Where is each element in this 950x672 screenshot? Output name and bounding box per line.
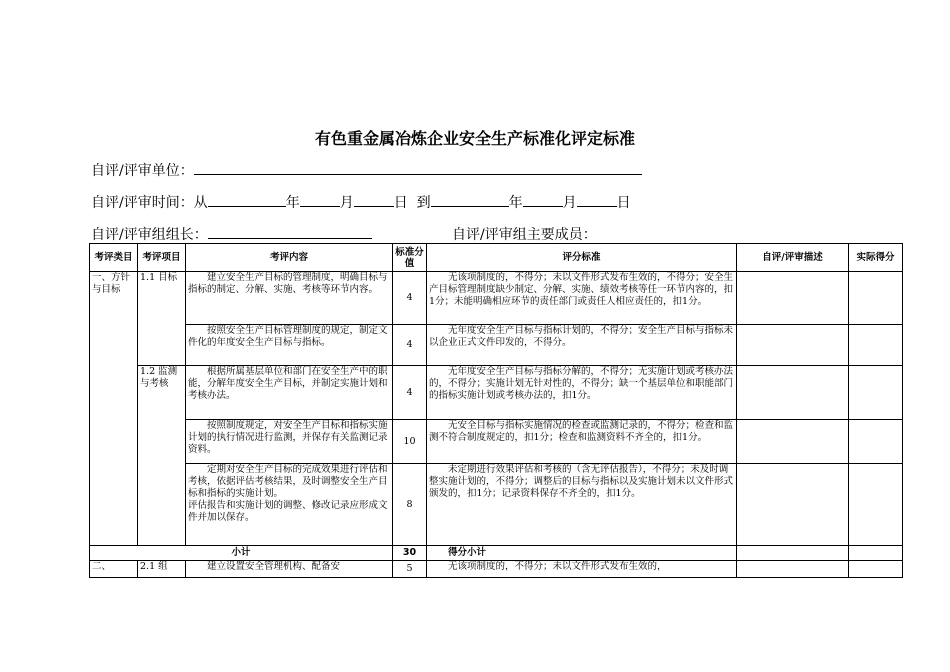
desc-cell[interactable] xyxy=(737,420,849,464)
desc-cell[interactable] xyxy=(737,325,849,366)
header-criteria: 评分标准 xyxy=(427,244,737,272)
start-month-blank[interactable] xyxy=(300,192,340,207)
header-desc: 自评/评审描述 xyxy=(737,244,849,272)
subtotal-criteria-label: 得分小计 xyxy=(427,546,737,561)
content-cell: 根据所属基层单位和部门在安全生产中的职能，分解年度安全生产目标，并制定实施计划和考核办法。 xyxy=(186,366,393,420)
unit-line xyxy=(91,160,642,180)
header-item: 考评项目 xyxy=(138,244,186,272)
header-score: 标准分值 xyxy=(393,244,427,272)
desc-cell[interactable] xyxy=(737,561,849,578)
day-label: 日 xyxy=(393,195,408,211)
leader-blank[interactable] xyxy=(208,224,372,239)
actual-cell[interactable] xyxy=(849,272,903,325)
score-cell: 8 xyxy=(393,464,427,546)
desc-cell[interactable] xyxy=(737,366,849,420)
desc-cell[interactable] xyxy=(737,464,849,546)
table-row xyxy=(90,420,903,464)
leader-label: 自评/评审组组长： xyxy=(91,227,208,243)
month-label: 月 xyxy=(339,195,354,211)
criteria-cell: 无年度安全生产目标与指标分解的，不得分；无实施计划或考核办法的，不得分；实施计划无针对性的，不得分；缺一个基层单位和职能部门的指标实施计划或考核办法的，扣1分。 xyxy=(427,366,737,420)
year-label-2: 年 xyxy=(508,195,523,211)
criteria-cell: 无该项制度的，不得分；未以文件形式发布生效的， xyxy=(427,561,737,578)
item-cell: 1.1 目标 xyxy=(138,272,186,366)
content-cell: 按照安全生产目标管理制度的规定，制定文件化的年度安全生产目标与指标。 xyxy=(186,325,393,366)
header-content: 考评内容 xyxy=(186,244,393,272)
category-cell: 二、 xyxy=(90,561,138,578)
table-row xyxy=(90,464,903,546)
item-cell: 2.1 组 xyxy=(138,561,186,578)
time-line xyxy=(91,192,631,212)
members-line xyxy=(452,224,597,244)
subtotal-actual-cell[interactable] xyxy=(849,546,903,561)
score-cell: 4 xyxy=(393,366,427,420)
header-category: 考评类目 xyxy=(90,244,138,272)
subtotal-score: 30 xyxy=(393,546,427,561)
unit-blank[interactable] xyxy=(194,160,642,175)
content-cell: 按照制度规定，对安全生产目标和指标实施计划的执行情况进行监测，并保存有关监测记录资料。 xyxy=(186,420,393,464)
month-label-2: 月 xyxy=(562,195,577,211)
actual-cell[interactable] xyxy=(849,325,903,366)
score-cell: 4 xyxy=(393,325,427,366)
content-cell xyxy=(186,464,393,546)
table-row xyxy=(90,366,903,420)
start-year-blank[interactable] xyxy=(208,192,286,207)
actual-cell[interactable] xyxy=(849,366,903,420)
subtotal-row xyxy=(90,546,903,561)
members-label: 自评/评审组主要成员： xyxy=(452,227,597,243)
score-cell: 5 xyxy=(393,561,427,578)
actual-cell[interactable] xyxy=(849,420,903,464)
to-label: 到 xyxy=(416,195,431,211)
page-title: 有色重金属冶炼企业安全生产标准化评定标准 xyxy=(314,129,635,148)
time-label: 自评/评审时间：从 xyxy=(91,195,208,211)
header-actual: 实际得分 xyxy=(849,244,903,272)
subtotal-label: 小计 xyxy=(90,546,393,561)
desc-cell[interactable] xyxy=(737,272,849,325)
header-row xyxy=(90,244,903,272)
day-label-2: 日 xyxy=(616,195,631,211)
end-month-blank[interactable] xyxy=(523,192,563,207)
table-row xyxy=(90,325,903,366)
year-label: 年 xyxy=(285,195,300,211)
unit-label: 自评/评审单位： xyxy=(91,163,194,179)
table-row xyxy=(90,561,903,578)
criteria-cell: 未定期进行效果评估和考核的（含无评估报告），不得分；未及时调整实施计划的，不得分；调整后的目标与指标以及实施计划未以文件形式颁发的，扣1分；记录资料保存不齐全的，扣1分。 xyxy=(427,464,737,546)
score-cell: 4 xyxy=(393,272,427,325)
end-day-blank[interactable] xyxy=(577,192,617,207)
actual-cell[interactable] xyxy=(849,464,903,546)
category-cell: 一、方针与目标 xyxy=(90,272,138,546)
leader-line xyxy=(91,224,372,244)
criteria-cell: 无安全目标与指标实施情况的检查或监测记录的，不得分；检查和监测不符合制度规定的，扣1分；检查和监测资料不齐全的，扣1分。 xyxy=(427,420,737,464)
score-cell: 10 xyxy=(393,420,427,464)
content-cell: 建立设置安全管理机构、配备安 xyxy=(186,561,393,578)
actual-cell[interactable] xyxy=(849,561,903,578)
start-day-blank[interactable] xyxy=(354,192,394,207)
content-text: 定期对安全生产目标的完成效果进行评估和考核，依据评估考核结果，及时调整安全生产目标和指标的实施计划。 xyxy=(188,464,388,499)
criteria-cell: 无该项制度的，不得分；未以文件形式发布生效的，不得分；安全生产目标管理制度缺少制定、分解、实施、绩效考核等任一环节内容的，扣1分；未能明确相应环节的责任部门或责任人相应责任的，扣1分。 xyxy=(427,272,737,325)
content-cell: 建立安全生产目标的管理制度，明确目标与指标的制定、分解、实施、考核等环节内容。 xyxy=(186,272,393,325)
criteria-cell: 无年度安全生产目标与指标计划的，不得分；安全生产目标与指标未以企业正式文件印发的，不得分。 xyxy=(427,325,737,366)
subtotal-desc-cell[interactable] xyxy=(737,546,849,561)
end-year-blank[interactable] xyxy=(431,192,509,207)
table-row xyxy=(90,272,903,325)
evaluation-table xyxy=(89,243,903,578)
item-cell: 1.2 监测与考核 xyxy=(138,366,186,546)
content-text-2: 评估报告和实施计划的调整、修改记录应形成文件并加以保存。 xyxy=(188,500,388,523)
